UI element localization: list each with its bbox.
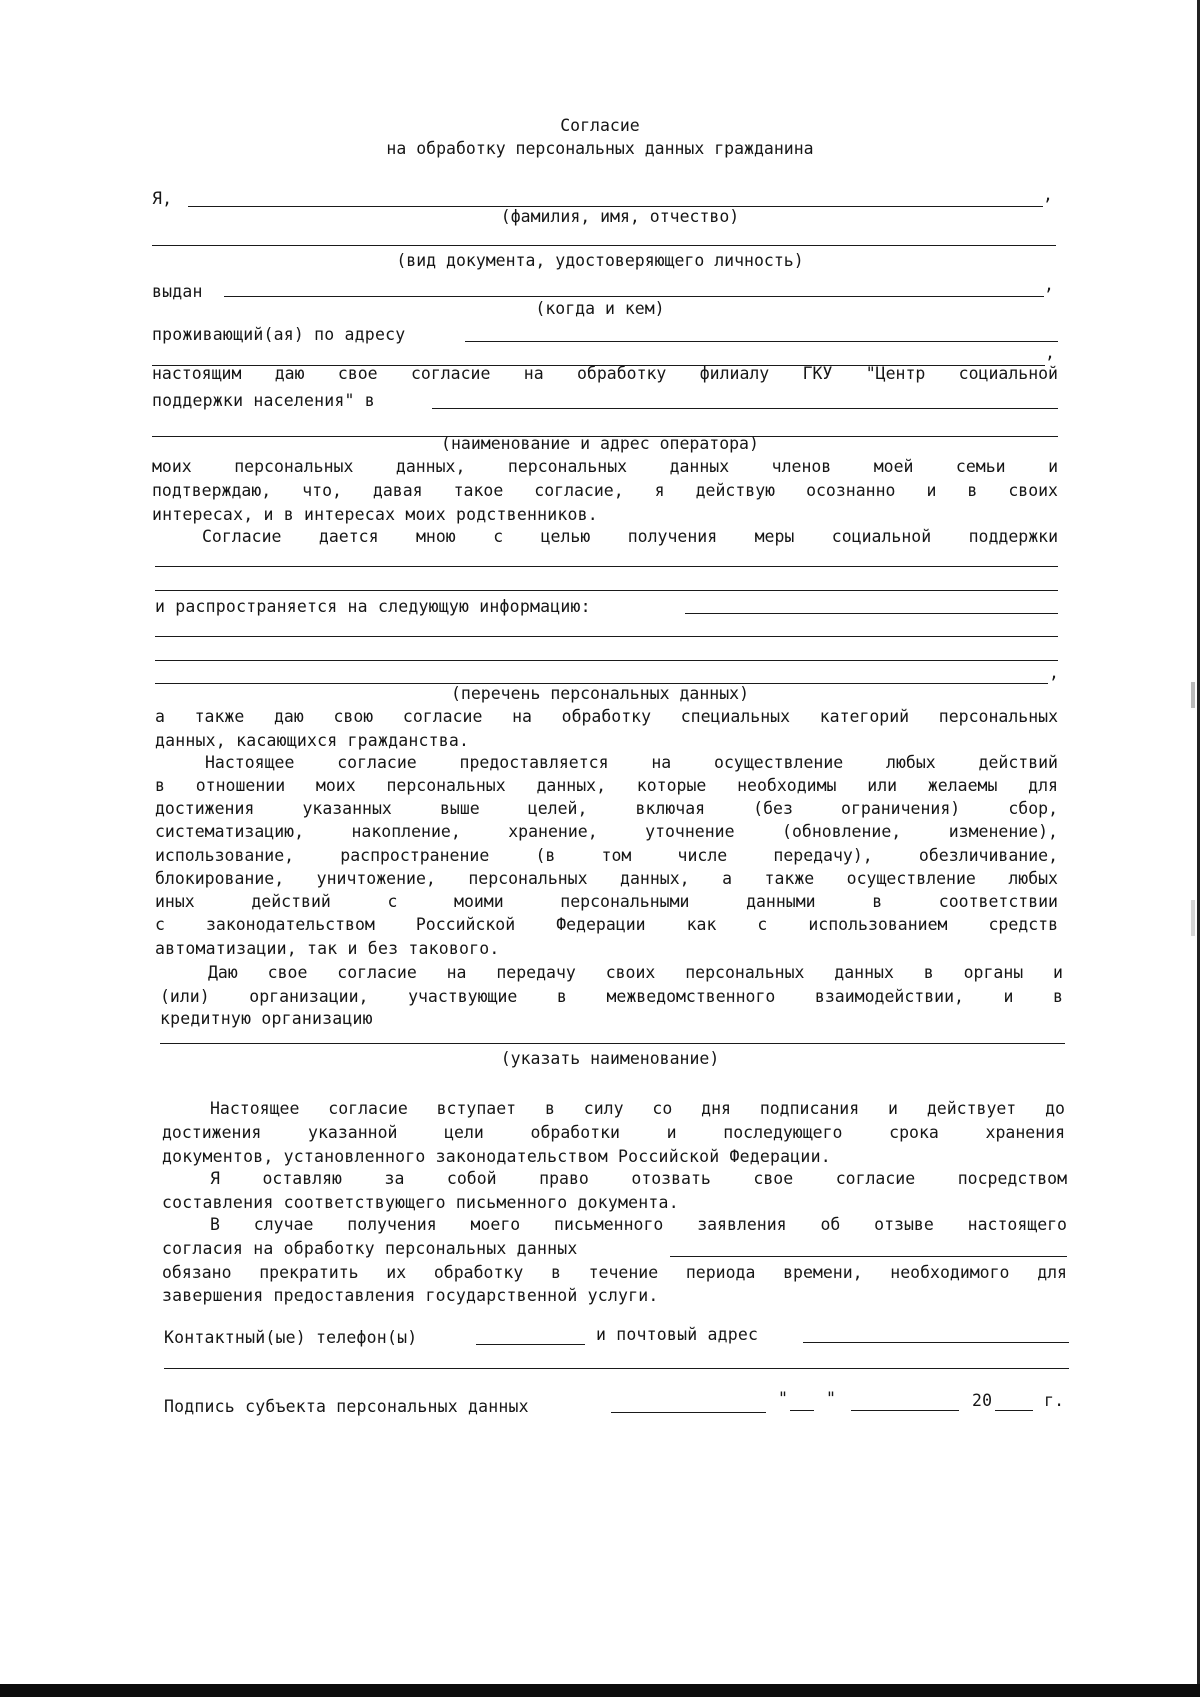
signature-field[interactable] — [611, 1412, 766, 1413]
paragraph-4-line9: автоматизации, так и без такового. — [155, 939, 500, 958]
issued-label: выдан — [152, 282, 203, 301]
info-field-line3[interactable] — [155, 660, 1058, 661]
signature-label: Подпись субъекта персональных данных — [164, 1397, 529, 1416]
pd-caption: (перечень персональных данных) — [450, 684, 749, 703]
issued-caption: (когда и кем) — [535, 299, 665, 318]
consent-line2: поддержки населения" в — [152, 391, 375, 410]
paragraph-8-line2: согласия на обработку персональных данных — [162, 1239, 578, 1258]
id-document-caption: (вид документа, удостоверяющего личность) — [396, 251, 804, 270]
postal-address-label: и почтовый адрес — [596, 1325, 759, 1344]
contact-phone-label: Контактный(ые) телефон(ы) — [164, 1328, 418, 1347]
text-line: достижения указанной цели обработки и последующего срока хранения — [162, 1123, 1065, 1142]
purpose-field-line2[interactable] — [155, 590, 1058, 591]
paragraph-8-line1 — [210, 1214, 1067, 1236]
comma-mark: , — [1049, 663, 1060, 682]
consent-line1-text: настоящим даю свое согласие на обработку филиалу ГКУ "Центр социальной — [152, 364, 1058, 383]
info-field-line1[interactable] — [685, 613, 1058, 614]
paragraph-3-line2: данных, касающихся гражданства. — [155, 731, 470, 750]
text-line: достижения указанных выше целей, включая (без ограничения) сбор, — [155, 799, 1058, 818]
text-line: блокирование, уничтожение, персональных данных, а также осуществление любых — [155, 869, 1058, 888]
paragraph-4-line5 — [155, 845, 1058, 867]
comma-mark: , — [1045, 343, 1056, 362]
year-field[interactable] — [995, 1410, 1033, 1411]
paragraph-8-line3 — [162, 1262, 1067, 1284]
consent-line1 — [152, 363, 1058, 385]
organization-field[interactable] — [160, 1043, 1065, 1044]
address-field-line1[interactable] — [465, 341, 1058, 342]
day-field[interactable] — [790, 1410, 814, 1411]
text-line: в отношении моих персональных данных, которые необходимы или желаемы для — [155, 776, 1058, 795]
text-line: использование, распространение (в том числе передачу), обезличивание, — [155, 846, 1058, 865]
operator-field-line1[interactable] — [432, 408, 1058, 409]
info-label: и распространяется на следующую информацию: — [155, 597, 591, 616]
year-prefix: 20 — [972, 1391, 993, 1410]
paragraph-5-line3: кредитную организацию — [160, 1009, 373, 1028]
paragraph-4-line1 — [205, 752, 1058, 774]
revocation-operator-field[interactable] — [670, 1256, 1067, 1257]
scan-edge-bottom — [0, 1684, 1200, 1697]
organization-caption: (указать наименование) — [500, 1049, 720, 1068]
comma-mark: , — [1043, 185, 1054, 204]
paragraph-6-line2 — [162, 1122, 1065, 1144]
text-line: (или) организации, участвующие в межведомственного взаимодействии, и в — [160, 987, 1063, 1006]
day-quote-close: " — [826, 1389, 837, 1408]
text-line: моих персональных данных, персональных данных членов моей семьи и — [152, 457, 1058, 476]
paragraph-6-line1 — [210, 1098, 1065, 1120]
text-line: Даю свое согласие на передачу своих персональных данных в органы и — [208, 963, 1063, 982]
day-quote-open: " — [778, 1389, 789, 1408]
document-title: Согласие — [560, 116, 640, 135]
paragraph-4-line7 — [155, 891, 1058, 913]
text-line: а также даю свою согласие на обработку специальных категорий персональных — [155, 707, 1058, 726]
paragraph-7-line2: составления соответствующего письменного документа. — [162, 1193, 679, 1212]
fio-caption: (фамилия, имя, отчество) — [500, 207, 740, 226]
postal-address-field-line1[interactable] — [803, 1342, 1069, 1343]
scan-mark — [1191, 900, 1195, 936]
postal-address-field-line2[interactable] — [164, 1368, 1069, 1369]
document-subtitle: на обработку персональных данных гражданина — [386, 139, 814, 158]
paragraph-2-line1 — [202, 526, 1058, 548]
paragraph-4-line2 — [155, 775, 1058, 797]
year-suffix: г. — [1044, 1391, 1065, 1410]
paragraph-4-line3 — [155, 798, 1058, 820]
text-line: подтверждаю, что, давая такое согласие, я действую осознанно и в своих — [152, 481, 1058, 500]
paragraph-4-line4 — [155, 821, 1058, 843]
paragraph-1-line2 — [152, 480, 1058, 502]
text-line: систематизацию, накопление, хранение, уточнение (обновление, изменение), — [155, 822, 1058, 841]
contact-phone-field[interactable] — [476, 1344, 585, 1345]
issued-field[interactable] — [224, 296, 1044, 297]
paragraph-6-line3: документов, установленного законодательством Российской Федерации. — [162, 1147, 831, 1166]
text-line: Настоящее согласие предоставляется на осуществление любых действий — [205, 753, 1058, 772]
ya-label: Я, — [152, 189, 173, 208]
comma-mark: , — [1044, 275, 1055, 294]
paragraph-1-line3: интересах, и в интересах моих родственников. — [152, 505, 598, 524]
address-label: проживающий(ая) по адресу — [152, 325, 406, 344]
paragraph-8-line4: завершения предоставления государственной услуги. — [162, 1286, 659, 1305]
paragraph-3-line1 — [155, 706, 1058, 728]
text-line: Я оставляю за собой право отозвать свое согласие посредством — [210, 1169, 1067, 1188]
id-document-field[interactable] — [152, 245, 1056, 246]
text-line: с законодательством Российской Федерации как с использованием средств — [155, 915, 1058, 934]
paragraph-1-line1 — [152, 456, 1058, 478]
operator-caption: (наименование и адрес оператора) — [441, 434, 759, 453]
paragraph-5-line2 — [160, 986, 1063, 1008]
text-line: Настоящее согласие вступает в силу со дня подписания и действует до — [210, 1099, 1065, 1118]
text-line: иных действий с моими персональными данными в соответствии — [155, 892, 1058, 911]
info-field-line2[interactable] — [155, 636, 1058, 637]
paragraph-5-line1 — [208, 962, 1063, 984]
month-field[interactable] — [851, 1410, 959, 1411]
scan-mark — [1191, 682, 1195, 708]
paragraph-7-line1 — [210, 1168, 1067, 1190]
purpose-field-line1[interactable] — [155, 566, 1058, 567]
text-line: В случае получения моего письменного заявления об отзыве настоящего — [210, 1215, 1067, 1234]
paragraph-4-line6 — [155, 868, 1058, 890]
text-line: Согласие дается мною с целью получения меры социальной поддержки — [202, 527, 1058, 546]
paragraph-4-line8 — [155, 914, 1058, 936]
text-line: обязано прекратить их обработку в течение периода времени, необходимого для — [162, 1263, 1067, 1282]
